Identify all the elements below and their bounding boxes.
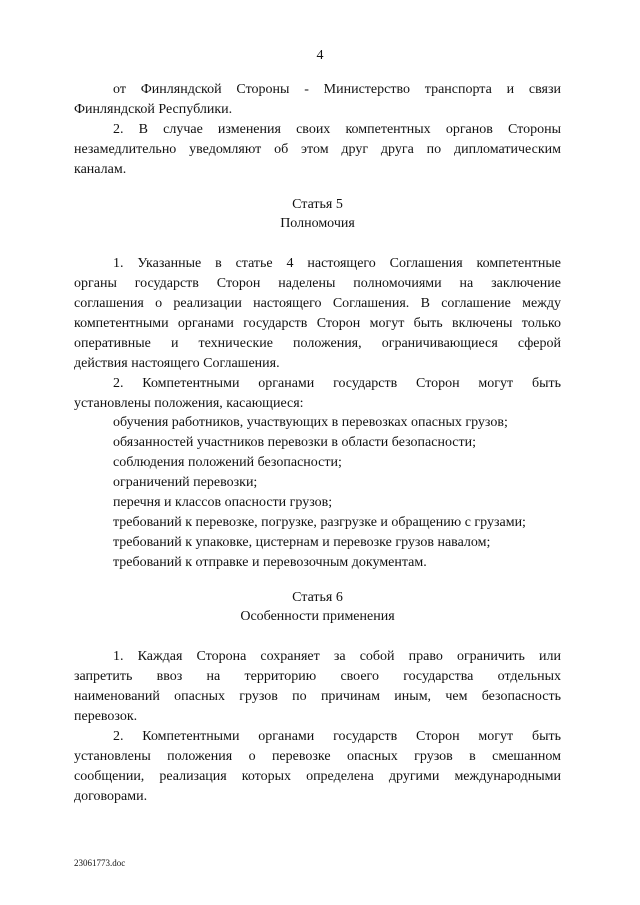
text-line: оперативные и технические положения, ограничивающиеся сферой <box>74 336 561 351</box>
list-item: обучения работников, участвующих в перевозках опасных грузов; <box>113 415 508 430</box>
text-line: 1. Указанные в статье 4 настоящего Соглашения компетентные <box>113 256 561 271</box>
list-item: обязанностей участников перевозки в области безопасности; <box>113 435 477 450</box>
text-line: органы государств Сторон наделены полномочиями на заключение <box>74 276 561 291</box>
text-line: 1. Каждая Сторона сохраняет за собой право ограничить или <box>113 649 561 664</box>
list-item: требований к перевозке, погрузке, разгрузке и обращению с грузами; <box>113 515 526 530</box>
text-line: установлены положения о перевозке опасных грузов в смешанном <box>74 749 561 764</box>
text-line: соглашения о реализации настоящего Соглашения. В соглашение между <box>74 296 561 311</box>
text-line: сообщении, реализация которых определена другими международными <box>74 769 561 784</box>
text-line: наименований опасных грузов по причинам иным, чем безопасность <box>74 689 561 704</box>
text-line: договорами. <box>74 789 148 804</box>
text-line: от Финляндской Стороны - Министерство транспорта и связи <box>113 82 561 97</box>
list-item: требований к отправке и перевозочным документам. <box>113 555 427 570</box>
list-item: перечня и классов опасности грузов; <box>113 495 333 510</box>
text-line: 2. Компетентными органами государств Сторон могут быть <box>113 376 561 391</box>
footer-filename: 23061773.doc <box>74 858 126 868</box>
article-5-title: Полномочия <box>280 216 355 231</box>
text-line: перевозок. <box>74 709 138 724</box>
article-5-heading: Статья 5 <box>292 197 343 212</box>
text-line: Финляндской Республики. <box>74 102 233 117</box>
list-item: ограничений перевозки; <box>113 475 258 490</box>
text-line: каналам. <box>74 162 127 177</box>
list-item: требований к упаковке, цистернам и перевозке грузов навалом; <box>113 535 491 550</box>
text-line: установлены положения, касающиеся: <box>74 396 304 411</box>
text-line: 2. Компетентными органами государств Сторон могут быть <box>113 729 561 744</box>
text-line: компетентными органами государств Сторон могут быть включены только <box>74 316 561 331</box>
text-line: 2. В случае изменения своих компетентных органов Стороны <box>113 122 561 137</box>
text-line: незамедлительно уведомляют об этом друг друга по дипломатическим <box>74 142 561 157</box>
article-6-title: Особенности применения <box>240 609 395 624</box>
text-line: действия настоящего Соглашения. <box>74 356 280 371</box>
article-6-heading: Статья 6 <box>292 590 343 605</box>
list-item: соблюдения положений безопасности; <box>113 455 342 470</box>
page-number: 4 <box>316 48 324 63</box>
text-line: запретить ввоз на территорию своего государства отдельных <box>74 669 561 684</box>
